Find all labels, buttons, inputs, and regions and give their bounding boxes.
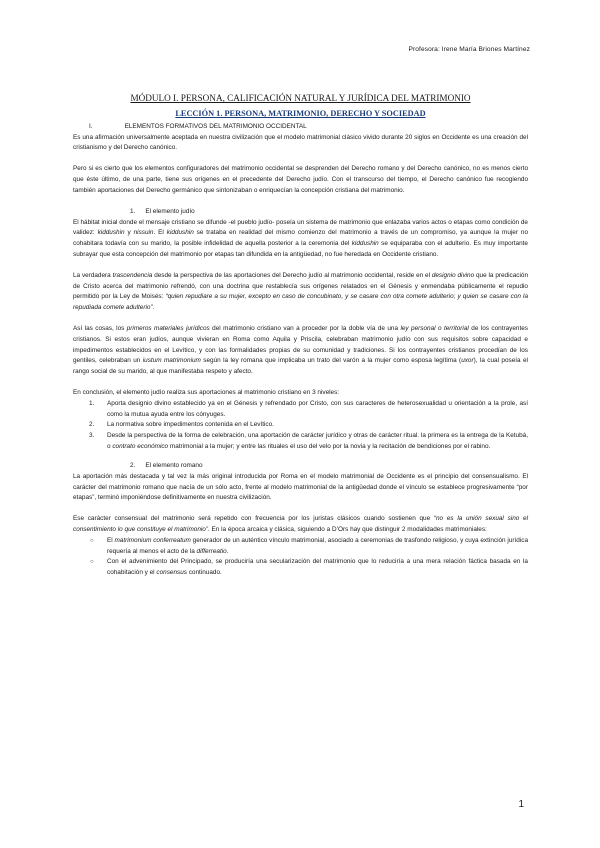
subsection-number: 1. bbox=[130, 208, 136, 216]
intro-paragraph-1: Es una afirmación universalmente aceptada en nuestra civilización que el modelo matrimonial clásico vivido durante 20 siglos en Occidente es una creación del cristianismo y del Derecho canónico. bbox=[73, 133, 528, 152]
subsection-title: El elemento judío bbox=[145, 208, 195, 216]
lesson-title: LECCIÓN 1. PERSONA, MATRIMONIO, DERECHO Y SOCIEDAD bbox=[175, 109, 426, 118]
intro-paragraph-2: Pero si es cierto que los elementos configuradores del matrimonio occidental se desprenden del Derecho romano y del Derecho canónico, no es menos cierto que éste último, de una parte, tiene sus orígenes en el precedente del Derecho judío. Con el transcurso del tiempo, el Derecho canónico fue recogiendo también aportaciones del Derecho germánico que sintonizaban o enriquecían la concepción cristiana del matrimonio. bbox=[73, 165, 528, 194]
jewish-conclusion: En conclusión, el elemento judío realiza sus aportaciones al matrimonio cristiano en 3 niveles: bbox=[73, 389, 340, 397]
list-item: ○ El matrimonium conferreatum generador de un auténtico vínculo matrimonial, asociado a ceremonias de trasfondo religioso, y cuya extinción jurídica requería al menos el acto de la differreatio. bbox=[73, 536, 528, 557]
list-item: 1. Aporta designio divino establecido ya en el Génesis y refrendado por Cristo, con sus caracteres de heterosexualidad u orientación a la prole, así como la mutua ayuda entre los cónyuges. bbox=[89, 399, 528, 418]
subsection-title: El elemento romano bbox=[145, 462, 203, 470]
section-heading bbox=[73, 122, 528, 133]
jewish-paragraph-2: La verdadera trascendencia desde la perspectiva de las aportaciones del Derecho judío al matrimonio occidental, reside en el designio divino que la predicación de Cristo acerca del matrimonio refrendó, con una doctrina que restablecía sus orígenes relatados en el Génesis y enmendaba públicamente el repudio permitido por la Ley de Moisés: “quien repudiare a su mujer, excepto en caso de concubinato, y se casare con otra comete adulterio; y quien se casare con la repudiada comete adulterio”. bbox=[73, 271, 528, 311]
document-body bbox=[73, 93, 528, 579]
circle-bullet-icon: ○ bbox=[90, 559, 94, 566]
roman-paragraph-1: La aportación más destacada y tal vez la más original introducida por Roma en el modelo matrimonial de Occidente es el principio del consensualismo. El carácter del matrimonio romano que nacía de un sólo acto, frente al modelo matrimonial de la antigüedad donde el vínculo se establece progresivamente “por etapas”, terminó imponiéndose definitivamente en nuestra civilización. bbox=[73, 472, 528, 502]
roman-paragraph-2: Ese carácter consensual del matrimonio será repetido con frecuencia por los juristas clásicos cuando sostienen que “no es la unión sexual sino el consentimiento lo que constituye el matrimonio”. En la época arcaica y clásica, siguiendo a D’Ors hay que distinguir 2 modalidades matrimoniales: bbox=[73, 515, 529, 534]
circle-bullet-icon: ○ bbox=[90, 537, 94, 544]
section-title: ELEMENTOS FORMATIVOS DEL MATRIMONIO OCCIDENTAL bbox=[124, 123, 307, 130]
module-title: MÓDULO I. PERSONA, CALIFICACIÓN NATURAL Y JURÍDICA DEL MATRIMONIO bbox=[130, 93, 471, 103]
subsection-heading-jewish bbox=[73, 207, 528, 218]
list-item: 3. Desde la perspectiva de la forma de celebración, una aportación de carácter jurídico y otras de carácter ritual. la primera es la entrega de la Ketubá, o contrato económico matrimonial a la mujer; y entre las rituales el uso del velo por la novia y la recitación de bendiciones por el rabino. bbox=[89, 431, 528, 450]
subsection-number: 2. bbox=[130, 462, 136, 470]
modalities-list bbox=[73, 536, 528, 579]
jewish-paragraph-3: Así las cosas, los primeros materiales jurídicos del matrimonio cristiano van a proceder por la doble vía de una ley personal o territorial de los contrayentes cristianos. Si estos eran judíos, aunque vivieran en Roma como Aquila y Priscila, celebraban matrimonio judío con sus requisitos sobre capacidad e impedimentos establecidos en el Levítico, y con las formalidades propias de su comunidad y tradiciones. Si los contrayentes cristianos procedían de los gentiles, celebraban un iustum matrimonium según la ley romana que implicaba un trato del varón a la mujer como esposa legítima (uxor), la cual poseía el rango social de su marido, al que manifestaba respeto y afecto. bbox=[73, 325, 528, 375]
section-number: I. bbox=[89, 123, 93, 130]
header-author: Profesora: Irene María Briones Martínez bbox=[408, 46, 530, 53]
list-item: 2. La normativa sobre impedimentos contenida en el Levítico. bbox=[89, 421, 274, 429]
levels-list bbox=[73, 399, 528, 453]
page-number: 1 bbox=[518, 799, 524, 810]
subsection-heading-roman bbox=[73, 461, 528, 472]
list-item: ○ Con el advenimiento del Principado, se produciría una secularización del matrimonio que lo reduciría a una mera relación fáctica basada en la cohabitación y el consensus continuado. bbox=[73, 557, 528, 578]
jewish-paragraph-1: El hábitat inicial donde el mensaje cristiano se difunde -el pueblo judío- poseía un sistema de matrimonio que enlazaba varios actos o etapas como condición de validez: kiddushin y nissuin. El kiddushin se trataba en realidad del mismo comienzo del matrimonio a través de un compromiso, ya aunque la mujer no cohabitara todavía con su marido, la posible infidelidad de aquella posterior a la ceremonia del kiddushin se equiparaba con el adulterio. Es muy importante subrayar que esta concepción del matrimonio por etapas tan difundida en la antigüedad, no fue heredada en Occidente cristiano. bbox=[73, 218, 528, 258]
